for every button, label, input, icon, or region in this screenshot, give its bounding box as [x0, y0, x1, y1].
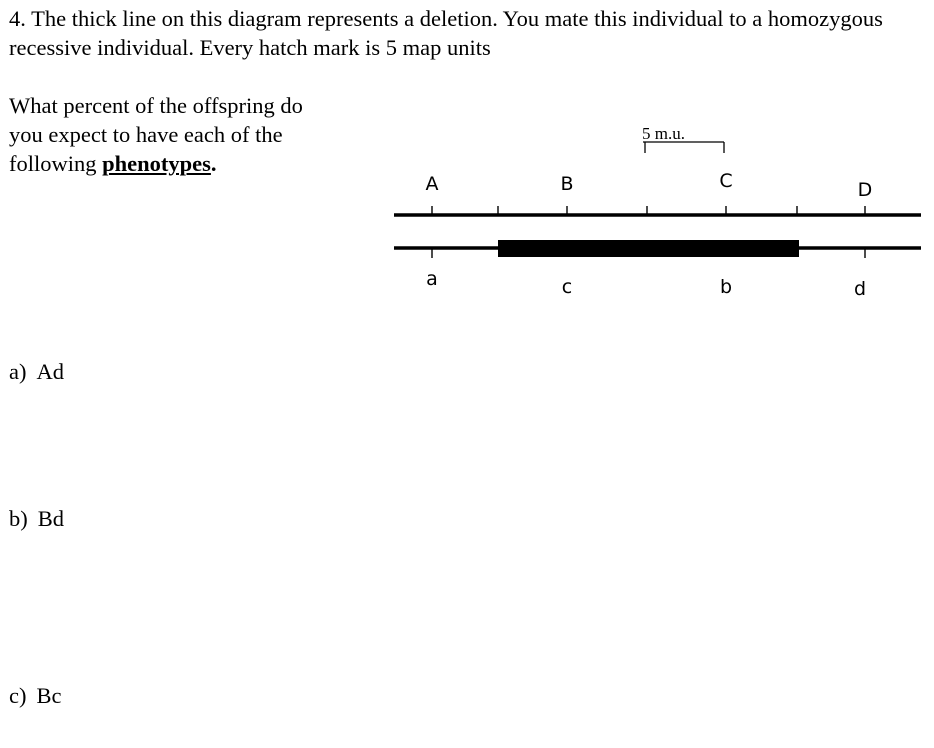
question-text: 4. The thick line on this diagram represents a deletion. You mate this individual to a homozygous recessive individual. Every hatch mark is 5 map units: [9, 6, 883, 60]
gene-label-c: c: [561, 276, 573, 298]
prompt-end: .: [210, 151, 217, 176]
gene-label-C: C: [719, 170, 733, 192]
gene-label-D: D: [857, 179, 873, 201]
choice-c: [9, 681, 61, 710]
choice-b: [9, 504, 64, 533]
chromosome-diagram: [380, 115, 925, 305]
choice-text: Bd: [37, 506, 65, 531]
gene-label-A: A: [425, 173, 439, 195]
gene-label-B: B: [560, 173, 574, 195]
gene-label-d: d: [853, 278, 867, 300]
gene-label-a: a: [426, 268, 438, 290]
choice-text: Bc: [36, 683, 62, 708]
choice-a: [9, 357, 64, 386]
prompt-text: What percent of the offspring do you expect to have each of the following: [9, 93, 303, 176]
deletion-segment: [498, 240, 799, 257]
gene-label-b: b: [719, 276, 733, 298]
choice-text: Ad: [36, 359, 64, 384]
scale-label: 5 m.u.: [642, 124, 685, 143]
prompt-emphasis: phenotypes: [102, 151, 211, 176]
choice-letter: b): [9, 506, 28, 531]
choice-letter: c): [9, 683, 27, 708]
choice-letter: a): [9, 359, 27, 384]
question-prompt: [9, 91, 329, 178]
